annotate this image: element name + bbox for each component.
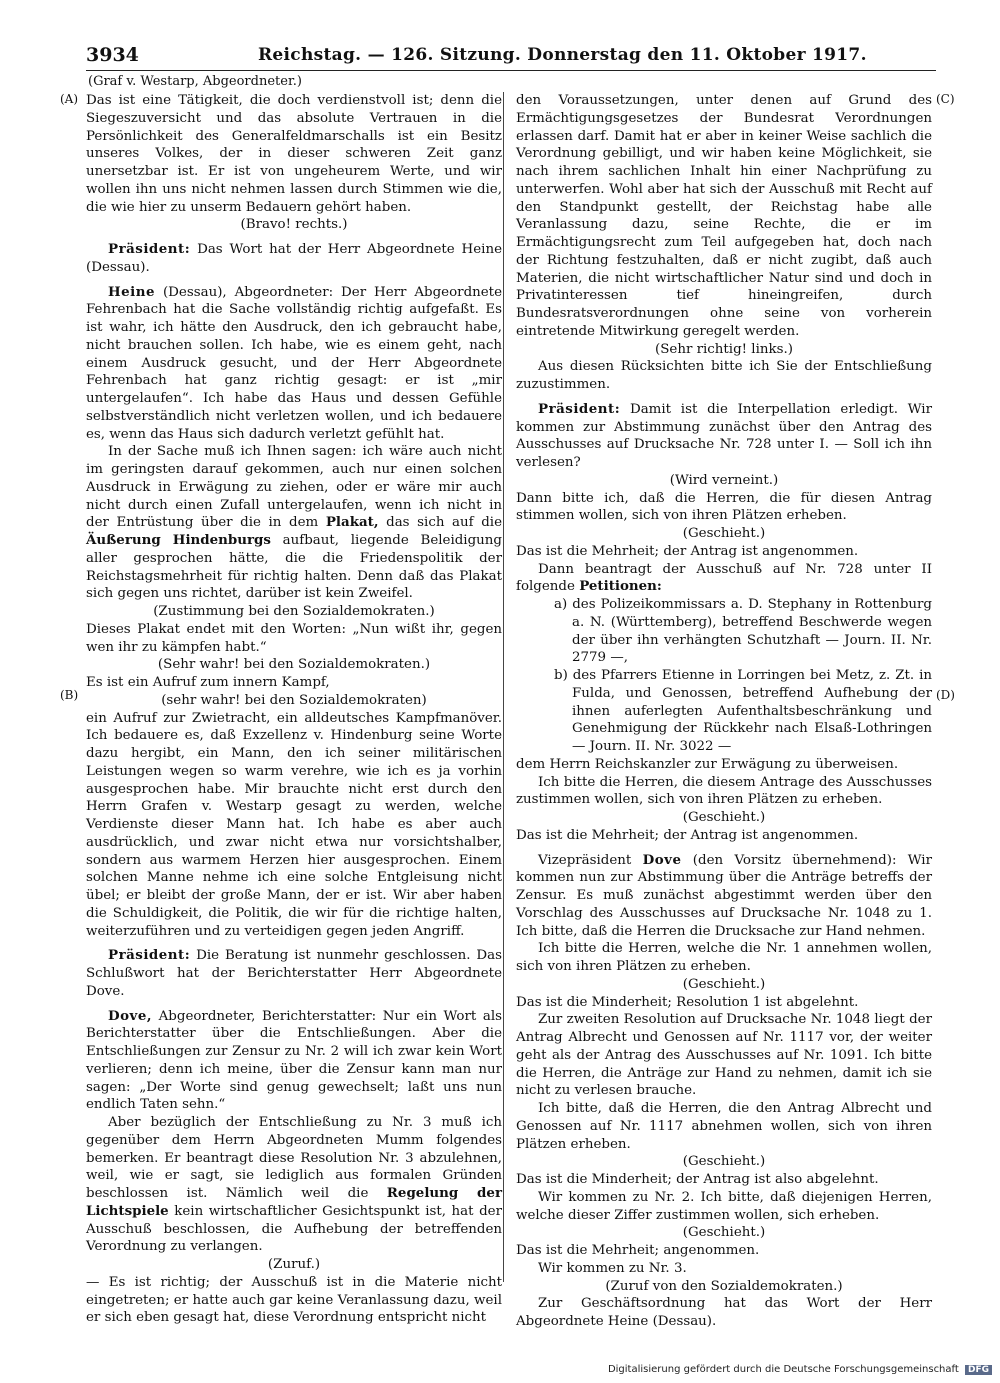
footer-credit (608, 1364, 992, 1375)
reaction: (Zuruf von den Sozialdemokraten.) (605, 1278, 843, 1294)
paragraph: Zur zweiten Resolution auf Drucksache Nr. 1048 liegt der Antrag Albrecht und Genossen auf Nr. 1117 vor, der weiter geht als der Antrag des Ausschusses auf Nr. 1091. Ich bitte die Herren, die Anträge zur Hand zu nehmen, damit ich sie nicht zu verlesen brauche. (516, 1012, 932, 1099)
reaction: (Geschieht.) (682, 1154, 766, 1170)
column-divider (503, 92, 504, 1282)
speaker-name: Dove, (108, 1007, 153, 1024)
paragraph (516, 852, 932, 941)
emphasis: Petitionen: (579, 578, 662, 595)
paragraph: Dieses Plakat endet mit den Worten: „Nun wißt ihr, gegen wen ihr zu kämpfen habt.“ (86, 621, 502, 655)
left-column (86, 92, 502, 1327)
footer-text: Digitalisierung gefördert durch die Deutsche Forschungsgemeinschaft (607, 1364, 959, 1375)
reaction: (sehr wahr! bei den Sozialdemokraten) (161, 692, 427, 708)
paragraph (516, 401, 932, 472)
paragraph (86, 284, 502, 444)
list-item: b) des Pfarrers Etienne in Lorringen bei Metz, z. Zt. in Fulda, und Genossen, betreffend Aufhebung der ihnen auferlegten Aufenthaltsbeschränkung und Genehmigung der Rückkehr nach Elsaß-Lothringen — Journ. II. Nr. 3022 — (554, 668, 932, 754)
paragraph (86, 1008, 502, 1115)
speaker-name: Dove (642, 851, 682, 868)
paragraph: — Es ist richtig; der Ausschuß ist in die Materie nicht eingetreten; er hatte auch gar keine Veranlassung dazu, weil er sich eben gesagt hat, diese Verordnung entspricht nicht (86, 1274, 502, 1326)
paragraph: Wir kommen zu Nr. 2. Ich bitte, daß diejenigen Herren, welche dieser Ziffer zustimmen wollen, sich erheben. (516, 1189, 932, 1223)
speaker-name: Präsident: (108, 241, 191, 257)
reaction: (Geschieht.) (682, 526, 766, 541)
speech-text: Damit ist die Interpellation erledigt. Wir kommen zur Abstimmung zunächst über den Antrag des Ausschusses auf Drucksache Nr. 728 unter I. — Soll ich ihn verlesen? (516, 401, 932, 470)
paragraph: Zur Geschäftsordnung hat das Wort der Herr Abgeordnete Heine (Dessau). (516, 1296, 932, 1329)
speech-text: Abgeordneter, Berichterstatter: Nur ein Wort als Berichterstatter über die Entschließungen. Aber die Entschließungen zur Zensur zu Nr. 2 will ich zwar kein Wort verlieren; denn ich meine, über die Zensur kann man nur sagen: „Der Worte sind genug gewechselt; laßt uns nun endlich Taten sehn.“ (86, 1008, 502, 1113)
paragraph: Ich bitte die Herren, welche die Nr. 1 annehmen wollen, sich von ihren Plätzen zu erheben. (516, 941, 932, 974)
speaker-continuation: (Graf v. Westarp, Abgeordneter.) (88, 74, 302, 89)
speech-text: Aber bezüglich der Entschließung zu Nr. 3 muß ich gegenüber dem Herrn Abgeordneten Mumm folgendes bemerken. Er beantragt diese Resolution Nr. 3 abzulehnen, weil, wie er sagt, sie lediglich aus formalen Gründen beschlossen ist. Nämlich weil die (86, 1115, 502, 1201)
paragraph: Das ist die Minderheit; Resolution 1 ist abgelehnt. (516, 994, 859, 1010)
paragraph: Ich bitte die Herren, die diesem Antrage des Ausschusses zustimmen wollen, sich von ihren Plätzen zu erheben. (516, 774, 932, 808)
speech-text: kein wirtschaftlicher Gesichtspunkt ist, hat der Ausschuß beschlossen, die Aufhebung der betreffenden Verordnung zu verlangen. (86, 1203, 502, 1255)
speech-text: In der Sache muß ich Ihnen sagen: ich wäre auch nicht im geringsten darauf gekommen, auch nur einen solchen Ausdruck in Erwägung zu ziehen, oder er wäre mir auch nicht durch einen Zufall untergelaufen, wenn ich nicht in der Entrüstung über die in dem (86, 444, 502, 531)
reaction: (Zustimmung bei den Sozialdemokraten.) (153, 604, 435, 619)
speaker-title: Vizepräsident (538, 852, 632, 868)
reaction: (Sehr wahr! bei den Sozialdemokraten.) (157, 657, 431, 673)
reaction: (Geschieht.) (682, 810, 766, 825)
emphasis: Regelung der Lichtspiele (86, 1185, 502, 1219)
dfg-logo: DFG (965, 1365, 992, 1375)
paragraph: Aus diesen Rücksichten bitte ich Sie der Entschließung zuzustimmen. (516, 359, 932, 392)
speech-text: (Dessau), Abgeordneter: Der Herr Abgeordnete Fehrenbach hat die Sache vollständig richtig aufgefaßt. Es ist wahr, ich hätte den Ausdruck, den ich gebraucht habe, nicht brauchen sollen. Ich habe, wie es einem geht, nach einem Ausdruck gesucht, und der Herr Abgeordnete Fehrenbach hat ganz richtig gesagt: er ist „mir untergelaufen“. Ich habe das Haus und dessen Gefühle selbstverständlich nicht verletzen wollen, und ich bedauere es, wenn das Haus sich dadurch verletzt gefühlt hat. (86, 284, 502, 442)
speech-text: Dann beantragt der Ausschuß auf Nr. 728 unter II folgende (516, 561, 932, 595)
paragraph (86, 947, 502, 1000)
paragraph (86, 241, 502, 277)
paragraph: Dann bitte ich, daß die Herren, die für diesen Antrag stimmen wollen, sich von ihren Plätzen erheben. (516, 490, 932, 524)
margin-marker-b: (B) (60, 688, 79, 702)
list-item: a) des Polizeikommissars a. D. Stephany in Rottenburg a. N. (Württemberg), betreffend Beschwerde wegen der über ihn verhängten Schutzhaft — Journ. II. Nr. 2779 —, (554, 597, 932, 666)
paragraph: Das ist die Mehrheit; angenommen. (516, 1243, 760, 1258)
paragraph: Es ist ein Aufruf zum innern Kampf, (86, 675, 330, 690)
margin-marker-a: (A) (60, 92, 79, 106)
paragraph: Das ist die Minderheit; der Antrag ist also abgelehnt. (516, 1172, 879, 1187)
right-column (516, 92, 932, 1331)
paragraph (86, 443, 502, 603)
page-number: 3934 (86, 44, 139, 66)
speech-text: Die Beratung ist nunmehr geschlossen. Das Schlußwort hat der Berichterstatter Herr Abgeordnete Dove. (86, 948, 502, 999)
speaker-name: Präsident: (538, 400, 621, 417)
speech-text: aufbaut, liegende Beleidigung aller gesprochen hätte, die die Friedenspolitik der Reichstagsmehrheit für richtig halten. Denn daß das Plakat sich gegen uns richtet, darüber ist kein Zweifel. (86, 533, 502, 602)
reaction: (Zuruf.) (267, 1257, 321, 1272)
page-header (86, 40, 936, 71)
reaction: (Bravo! rechts.) (240, 217, 348, 233)
paragraph: Das ist eine Tätigkeit, die doch verdienstvoll ist; denn die Siegeszuversicht und das absolute Vertrauen in die Persönlichkeit des Generalfeldmarschalls ist ein Besitz unseres Volkes, der in dieser schweren Zeit ganz unersetzbar ist. Er ist von ungeheurem Werte, und wir wollen ihn uns nicht nehmen lassen durch Stimmen wie die, die wie hier zu unserm Bedauern gehört haben. (86, 93, 502, 215)
reaction: (Wird verneint.) (669, 472, 779, 488)
reaction: (Sehr richtig! links.) (655, 341, 793, 357)
emphasis: Plakat, (325, 514, 379, 531)
emphasis: Äußerung Hindenburgs (86, 532, 271, 548)
paragraph: Ich bitte, daß die Herren, die den Antrag Albrecht und Genossen auf Nr. 1117 abnehmen wollen, sich von ihren Plätzen erheben. (516, 1101, 932, 1152)
paragraph: den Voraussetzungen, unter denen auf Grund des Ermächtigungsgesetzes der Bundesrat Verordnungen erlassen darf. Damit hat er aber in keiner Weise sachlich die Verordnung gebilligt, und wir haben keine Möglichkeit, sie nach ihrem sachlichen Inhalt hin einer Nachprüfung zu unterwerfen. Wohl aber hat sich der Ausschuß mit Recht auf den Standpunkt gestellt, der Reichstag habe alle Veranlassung dazu, seine Rechte, die er im Ermächtigungsrecht zum Teil aufgegeben hat, doch nach der Richtung festzuhalten, daß er nicht zugibt, daß auch Materien, die nicht wirtschaftlicher Natur sind und doch in Privatinteressen tief hineingreifen, durch Bundesratsverordnungen ohne seine von vorherein eintretende Mitwirkung geregelt werden. (516, 93, 932, 339)
paragraph: Das ist die Mehrheit; der Antrag ist angenommen. (516, 543, 859, 559)
margin-marker-c: (C) (936, 92, 955, 106)
speech-text: das sich auf die (386, 515, 503, 531)
paragraph: ein Aufruf zur Zwietracht, ein alldeutsches Kampfmanöver. Ich bedauere es, daß Exzellenz v. Hindenburg seine Worte dazu hergibt, ein Mann, den ich seiner militärischen Leistungen wegen so warm verehre, wie ich es ja vorhin ausgesprochen habe. Mir brauchte nicht erst durch den Herrn Grafen v. Westarp gesagt zu werden, welche Verdienste dieser Mann hat. Ich habe es aber auch ausdrücklich, und zwar nicht etwa nur vorsichtshalber, sondern aus warmem Herzen hier ausgesprochen. Einem solchen Manne nehme ich eine solche Entgleisung nicht übel; er bleibt der große Mann, der er ist. Wir aber haben die Schuldigkeit, die Politik, die wir für die richtige halten, weiterzuführen und zu verteidigen gegen jeden Angriff. (86, 710, 502, 939)
paragraph (86, 1114, 502, 1256)
paragraph: Das ist die Mehrheit; der Antrag ist angenommen. (516, 827, 859, 843)
header-title: Reichstag. — 126. Sitzung. Donnerstag den 11. Oktober 1917. (258, 45, 867, 65)
margin-marker-d: (D) (936, 688, 955, 702)
paragraph: Wir kommen zu Nr. 3. (538, 1260, 687, 1276)
speech-text: (den Vorsitz übernehmend): Wir kommen nun zur Abstimmung über die Anträge betreffs der Zensur. Es muß zunächst abgestimmt werden über den Vorschlag des Ausschusses auf Drucksache Nr. 1048 zu 1. Ich bitte, daß die Herren die Drucksache zur Hand nehmen. (516, 852, 932, 939)
speaker-name: Präsident: (108, 947, 191, 964)
reaction: (Geschieht.) (682, 1225, 766, 1241)
paragraph: dem Herrn Reichskanzler zur Erwägung zu überweisen. (516, 756, 899, 772)
reaction: (Geschieht.) (682, 976, 766, 992)
speech-text: Das Wort hat der Herr Abgeordnete Heine (Dessau). (86, 242, 502, 275)
speaker-name: Heine (108, 283, 156, 300)
paragraph (516, 561, 932, 597)
